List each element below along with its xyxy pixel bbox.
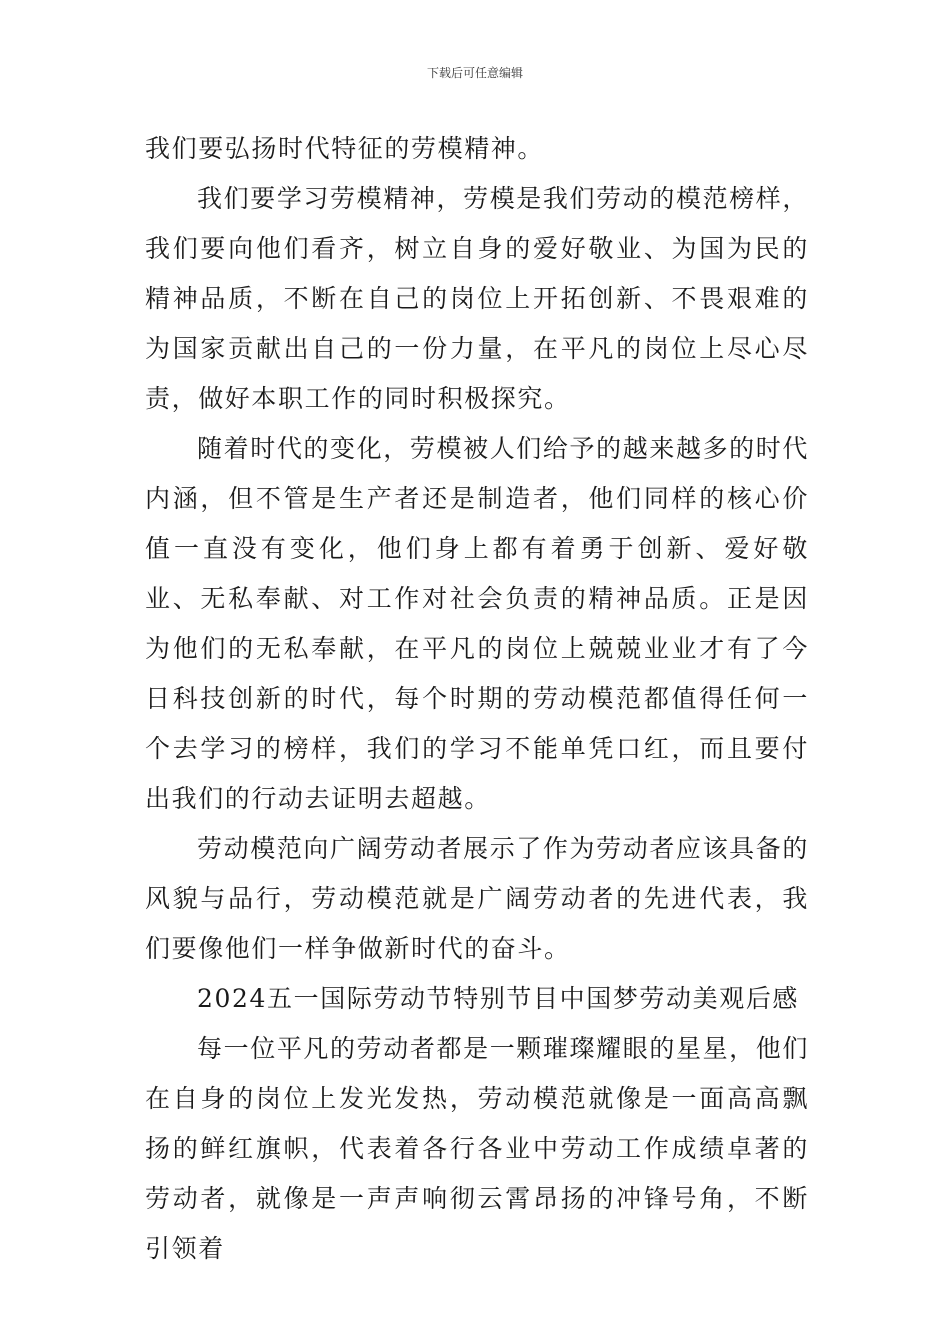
paragraph-1: 我们要弘扬时代特征的劳模精神。	[145, 134, 545, 163]
paragraph-4: 劳动模范向广阔劳动者展示了作为劳动者应该具备的风貌与品行，劳动模范就是广阔劳动者的先进代表，我们要像他们一样争做新时代的奋斗。	[145, 834, 809, 963]
paragraph-3: 随着时代的变化，劳模被人们给予的越来越多的时代内涵，但不管是生产者还是制造者，他们同样的核心价值一直没有变化，他们身上都有着勇于创新、爱好敬业、无私奉献、对工作对社会负责的精神品质。正是因为他们的无私奉献，在平凡的岗位上兢兢业业才有了今日科技创新的时代，每个时期的劳动模范都值得任何一个去学习的榜样，我们的学习不能单凭口红，而且要付出我们的行动去证明去超越。	[145, 434, 809, 813]
paragraph-2: 我们要学习劳模精神，劳模是我们劳动的模范榜样，我们要向他们看齐，树立自身的爱好敬业、为国为民的精神品质，不断在自己的岗位上开拓创新、不畏艰难的为国家贡献出自己的一份力量，在平凡的岗位上尽心尽责，做好本职工作的同时积极探究。	[145, 184, 809, 413]
page-header: 下载后可任意编辑	[426, 66, 523, 80]
document-body	[145, 124, 809, 1274]
paragraph-5: 每一位平凡的劳动者都是一颗璀璨耀眼的星星，他们在自身的岗位上发光发热，劳动模范就像是一面高高飘扬的鲜红旗帜，代表着各行各业中劳动工作成绩卓著的劳动者，就像是一声声响彻云霄昂扬的冲锋号角，不断引领着	[145, 1034, 809, 1263]
section-title: 2024五一国际劳动节特别节目中国梦劳动美观后感	[197, 984, 800, 1013]
